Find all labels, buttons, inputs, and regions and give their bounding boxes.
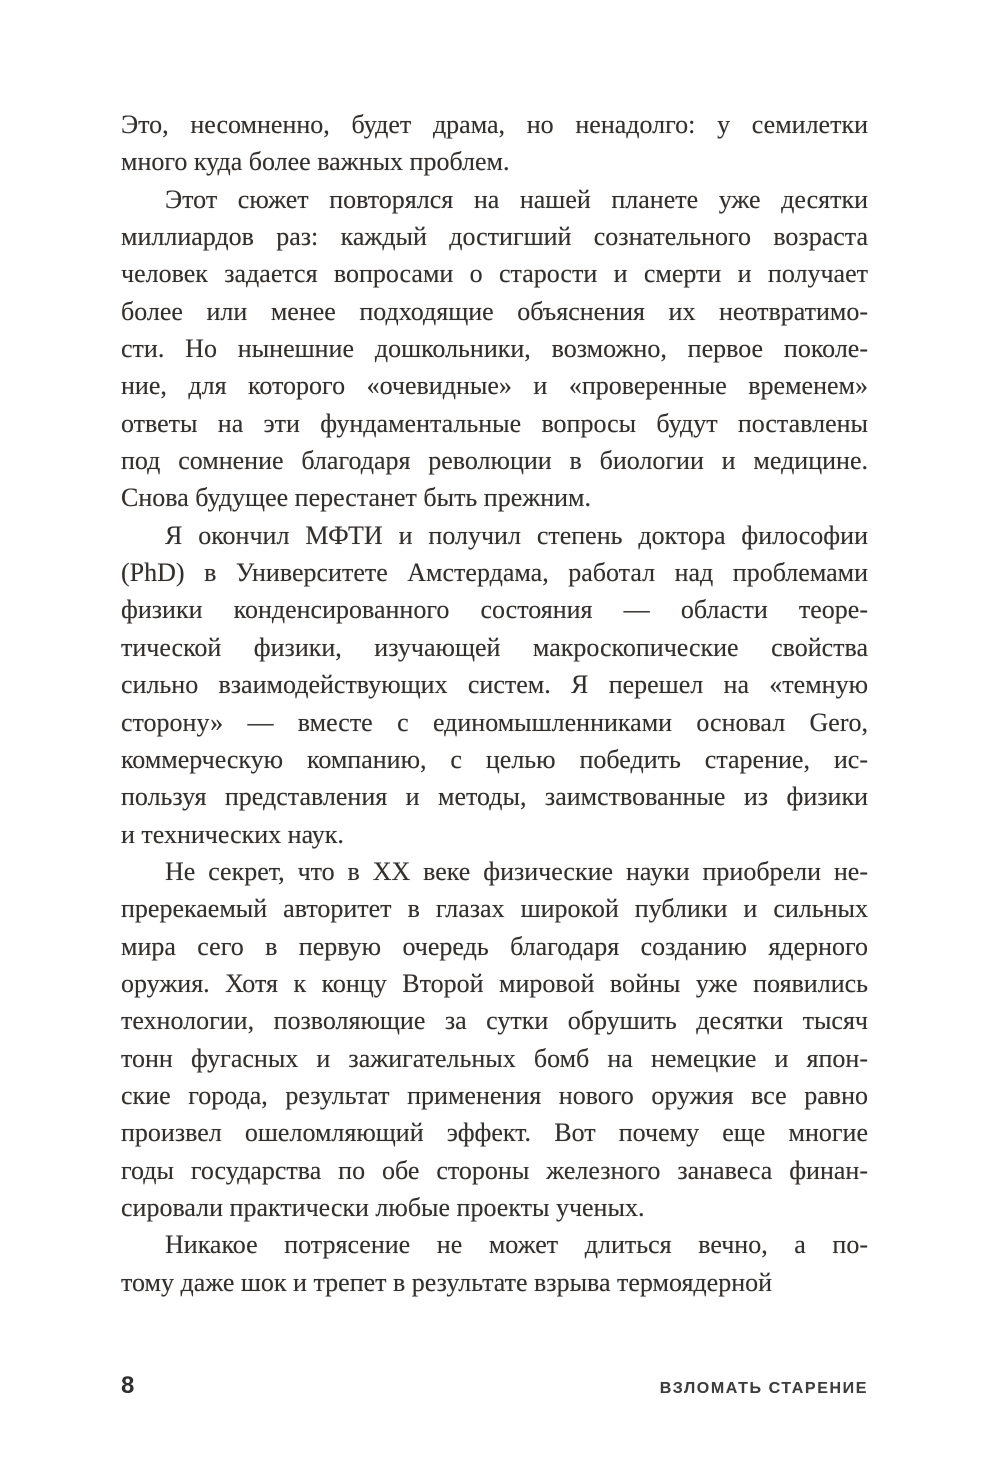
text-line: Этот сюжет повторялся на нашей планете уже десятки (165, 184, 868, 214)
text-line: более или менее подходящие объяснения их неотвратимо- (121, 296, 868, 326)
text-line: много куда более важных проблем. (121, 147, 510, 177)
page-footer (121, 1372, 868, 1400)
page-text (121, 106, 868, 1301)
text-line: ские города, результат применения нового оружия все равно (121, 1080, 868, 1110)
text-line: Не секрет, что в XX веке физические науки приобрели не- (165, 856, 868, 886)
text-line: годы государства по обе стороны железного занавеса финан- (121, 1155, 868, 1185)
text-line: Это, несомненно, будет драма, но ненадолго: у семилетки (121, 110, 868, 139)
text-line: под сомнение благодаря революции в биологии и медицине. (121, 446, 868, 476)
text-line: миллиардов раз: каждый достигший сознательного возраста (121, 222, 868, 252)
paragraph (121, 1226, 868, 1301)
text-line: Снова будущее перестанет быть прежним. (121, 483, 591, 513)
text-line: сторону» — вместе с единомышленниками основал Gero, (121, 707, 868, 737)
text-line: тому даже шок и трепет в результате взрыва термоядерной (121, 1267, 773, 1297)
paragraph (121, 517, 868, 853)
text-line: (PhD) в Университете Амстердама, работал над проблемами (121, 558, 868, 588)
paragraph (121, 853, 868, 1226)
text-line: сильно взаимодействующих систем. Я перешел на «темную (121, 670, 868, 700)
text-line: физики конденсированного состояния — области теоре- (121, 595, 868, 625)
text-line: Я окончил МФТИ и получил степень доктора философии (165, 520, 868, 550)
text-line: пользуя представления и методы, заимствованные из физики (121, 782, 868, 812)
text-line: ние, для которого «очевидные» и «проверенные временем» (121, 371, 868, 401)
text-line: человек задается вопросами о старости и смерти и получает (121, 259, 868, 289)
text-line: тической физики, изучающей макроскопические свойства (121, 632, 868, 662)
text-line: тонн фугасных и зажигательных бомб на немецкие и япон- (121, 1043, 868, 1073)
text-line: ответы на эти фундаментальные вопросы будут поставлены (121, 408, 868, 438)
text-line: коммерческую компанию, с целью победить старение, ис- (121, 744, 868, 774)
text-line: технологии, позволяющие за сутки обрушить десятки тысяч (121, 1006, 868, 1036)
text-line: оружия. Хотя к концу Второй мировой войны уже появились (121, 968, 868, 998)
running-title: ВЗЛОМАТЬ СТАРЕНИЕ (659, 1380, 868, 1397)
paragraph (121, 106, 868, 181)
text-line: сировали практически любые проекты ученых. (121, 1192, 645, 1222)
text-line: пререкаемый авторитет в глазах широкой публики и сильных (121, 894, 868, 924)
text-line: и технических наук. (121, 819, 344, 849)
text-line: произвел ошеломляющий эффект. Вот почему еще многие (121, 1118, 868, 1148)
text-line: Никакое потрясение не может длиться вечно, а по- (165, 1230, 868, 1260)
page-number: 8 (121, 1372, 135, 1399)
text-line: сти. Но нынешние дошкольники, возможно, первое поколе- (121, 334, 868, 364)
text-line: мира сего в первую очередь благодаря созданию ядерного (121, 931, 868, 961)
paragraph (121, 181, 868, 517)
